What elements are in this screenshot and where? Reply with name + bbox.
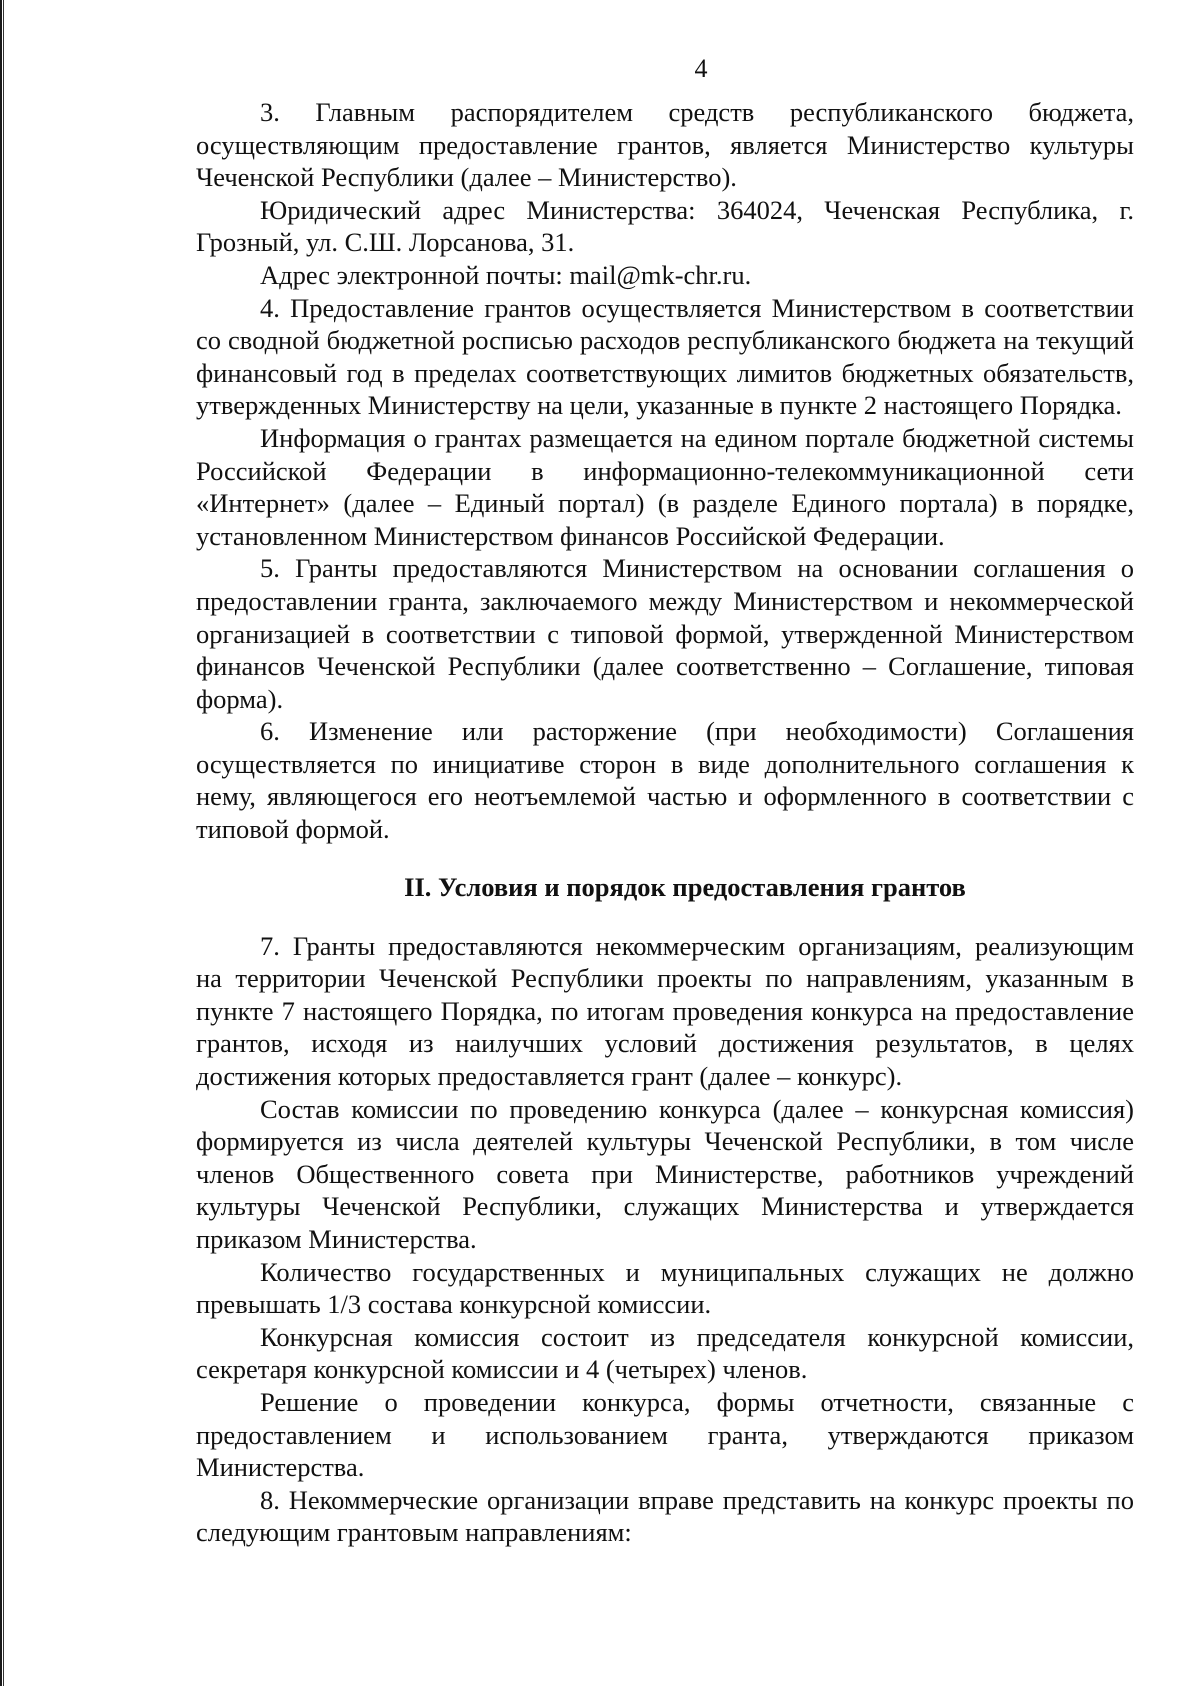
paragraph-4: 4. Предоставление грантов осуществляется Министерством в соответствии со сводной бюджетной росписью расходов республиканского бюджета на текущий финансовый год в пределах соответствующих лимитов бюджетных обязательств, утвержденных Министерству на цели, указанные в пункте 2 настоящего Порядка. [196, 292, 1134, 421]
section-2-heading: II. Условия и порядок предоставления грантов [404, 871, 966, 902]
paragraph-8: 8. Некоммерческие организации вправе представить на конкурс проекты по следующим грантовым направлениям: [196, 1484, 1134, 1548]
page-number: 4 [694, 54, 708, 83]
section-2-text [196, 930, 1134, 1549]
paragraph-email: Адрес электронной почты: mail@mk-chr.ru. [260, 259, 752, 290]
paragraph-portal-info: Информация о грантах размещается на едином портале бюджетной системы Российской Федерации в информационно-телекоммуникационной сети «Интернет» (далее – Единый портал) (в разделе Единого портала) в порядке, установленном Министерством финансов Российской Федерации. [196, 422, 1134, 551]
paragraph-7: 7. Гранты предоставляются некоммерческим организациям, реализующим на территории Чеченской Республики проекты по направлениям, указанным в пункте 7 настоящего Порядка, по итогам проведения конкурса на предоставление грантов, исходя из наилучших условий достижения результатов, в целях достижения которых предоставляется грант (далее – конкурс). [196, 930, 1134, 1092]
scan-edge [0, 0, 5, 1686]
paragraph-commission: Состав комиссии по проведению конкурса (далее – конкурсная комиссия) формируется из числа деятелей культуры Чеченской Республики, в том числе членов Общественного совета при Министерстве, работников учреждений культуры Чеченской Республики, служащих Министерства и утверждается приказом Министерства. [196, 1093, 1134, 1254]
paragraph-6: 6. Изменение или расторжение (при необходимости) Соглашения осуществляется по инициативе сторон в виде дополнительного соглашения к нему, являющегося его неотъемлемой частью и оформленного в соответствии с типовой формой. [196, 716, 1134, 845]
paragraph-3: 3. Главным распорядителем средств республиканского бюджета, осуществляющим предоставление грантов, является Министерство культуры Чеченской Республики (далее – Министерство). [196, 97, 1134, 193]
paragraph-contest-decision: Решение о проведении конкурса, формы отчетности, связанные с предоставлением и использованием гранта, утверждаются приказом Министерства. [196, 1386, 1134, 1483]
paragraph-officials-limit: Количество государственных и муниципальных служащих не должно превышать 1/3 состава конкурсной комиссии. [196, 1256, 1134, 1320]
document-page [196, 40, 1134, 1549]
section-1-text [196, 96, 1134, 846]
paragraph-commission-members: Конкурсная комиссия состоит из председателя конкурсной комиссии, секретаря конкурсной комиссии и 4 (четырех) членов. [196, 1321, 1134, 1385]
paragraph-5: 5. Гранты предоставляются Министерством на основании соглашения о предоставлении гранта, заключаемого между Министерством и некоммерческой организацией в соответствии с типовой формой, утвержденной Министерством финансов Чеченской Республики (далее соответственно – Соглашение, типовая форма). [196, 553, 1134, 714]
paragraph-legal-address: Юридический адрес Министерства: 364024, Чеченская Республика, г. Грозный, ул. С.Ш. Лорсанова, 31. [196, 194, 1134, 258]
